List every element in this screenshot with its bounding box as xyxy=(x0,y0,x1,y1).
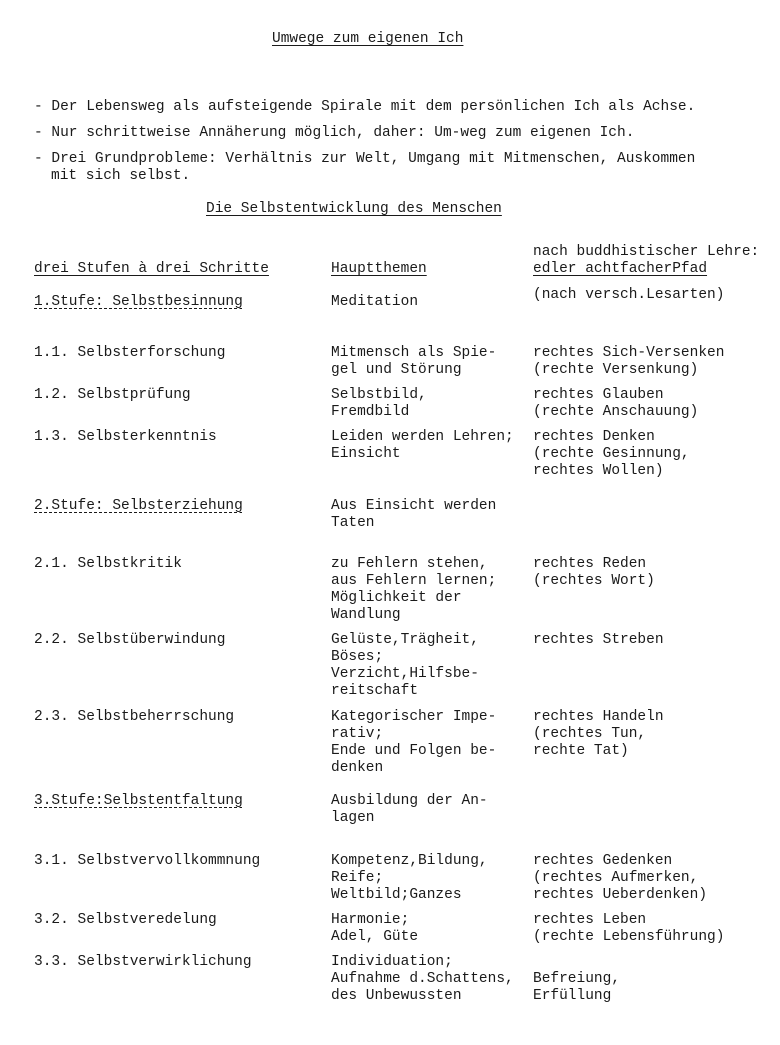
step-1-1-label: 1.1. Selbsterforschung xyxy=(34,345,226,361)
bullet-3: - Drei Grundprobleme: Verhältnis zur Welt, Umgang mit Mitmenschen, Auskommen xyxy=(34,151,696,167)
step-1-2-theme: Selbstbild, Fremdbild xyxy=(331,387,427,420)
section-title: Die Selbstentwicklung des Menschen xyxy=(206,201,502,217)
bullet-1: - Der Lebensweg als aufsteigende Spirale mit dem persönlichen Ich als Achse. xyxy=(34,99,696,115)
step-1-1-path: rechtes Sich-Versenken (rechte Versenkung) xyxy=(533,345,725,378)
step-3-3-label: 3.3. Selbstverwirklichung xyxy=(34,954,252,970)
step-2-3-label: 2.3. Selbstbeherrschung xyxy=(34,709,235,725)
step-3-3-path: Befreiung, Erfüllung xyxy=(533,971,621,1004)
stage-1-path: (nach versch.Lesarten) xyxy=(533,287,725,303)
header-themes: Hauptthemen xyxy=(331,261,427,277)
step-1-3-theme: Leiden werden Lehren; Einsicht xyxy=(331,429,514,462)
header-buddhist-line1: nach buddhistischer Lehre: xyxy=(533,244,760,260)
step-1-2-label: 1.2. Selbstprüfung xyxy=(34,387,191,403)
step-2-2-path: rechtes Streben xyxy=(533,632,664,648)
step-2-3-theme: Kategorischer Impe- rativ; Ende und Folgen be- denken xyxy=(331,709,497,776)
step-3-1-path: rechtes Gedenken (rechtes Aufmerken, rechtes Ueberdenken) xyxy=(533,853,708,903)
step-2-2-theme: Gelüste,Trägheit, Böses; Verzicht,Hilfsbe- reitschaft xyxy=(331,632,479,699)
step-1-3-path: rechtes Denken (rechte Gesinnung, rechtes Wollen) xyxy=(533,429,690,479)
step-1-2-path: rechtes Glauben (rechte Anschauung) xyxy=(533,387,699,420)
step-3-2-theme: Harmonie; Adel, Güte xyxy=(331,912,419,945)
step-2-1-path: rechtes Reden (rechtes Wort) xyxy=(533,556,655,589)
stage-3-heading: 3.Stufe:Selbstentfaltung xyxy=(34,793,243,809)
header-buddhist-line2: edler achtfacherPfad xyxy=(533,261,708,277)
step-2-1-theme: zu Fehlern stehen, aus Fehlern lernen; Möglichkeit der Wandlung xyxy=(331,556,497,623)
step-3-2-path: rechtes Leben (rechte Lebensführung) xyxy=(533,912,725,945)
step-3-2-label: 3.2. Selbstveredelung xyxy=(34,912,217,928)
step-2-1-label: 2.1. Selbstkritik xyxy=(34,556,182,572)
stage-2-heading: 2.Stufe: Selbsterziehung xyxy=(34,498,243,514)
header-stages: drei Stufen à drei Schritte xyxy=(34,261,269,277)
step-1-1-theme: Mitmensch als Spie- gel und Störung xyxy=(331,345,497,378)
stage-2-theme: Aus Einsicht werden Taten xyxy=(331,498,497,531)
bullet-2: - Nur schrittweise Annäherung möglich, daher: Um-weg zum eigenen Ich. xyxy=(34,125,635,141)
step-3-3-theme: Individuation; Aufnahme d.Schattens, des Unbewussten xyxy=(331,954,514,1004)
step-2-3-path: rechtes Handeln (rechtes Tun, rechte Tat) xyxy=(533,709,664,759)
page-title: Umwege zum eigenen Ich xyxy=(272,31,464,47)
stage-3-theme: Ausbildung der An- lagen xyxy=(331,793,488,826)
stage-1-theme: Meditation xyxy=(331,294,419,310)
step-3-1-theme: Kompetenz,Bildung, Reife; Weltbild;Ganzes xyxy=(331,853,488,903)
bullet-3-continuation: mit sich selbst. xyxy=(51,168,191,184)
stage-1-heading: 1.Stufe: Selbstbesinnung xyxy=(34,294,243,310)
step-3-1-label: 3.1. Selbstvervollkommnung xyxy=(34,853,261,869)
step-1-3-label: 1.3. Selbsterkenntnis xyxy=(34,429,217,445)
step-2-2-label: 2.2. Selbstüberwindung xyxy=(34,632,226,648)
